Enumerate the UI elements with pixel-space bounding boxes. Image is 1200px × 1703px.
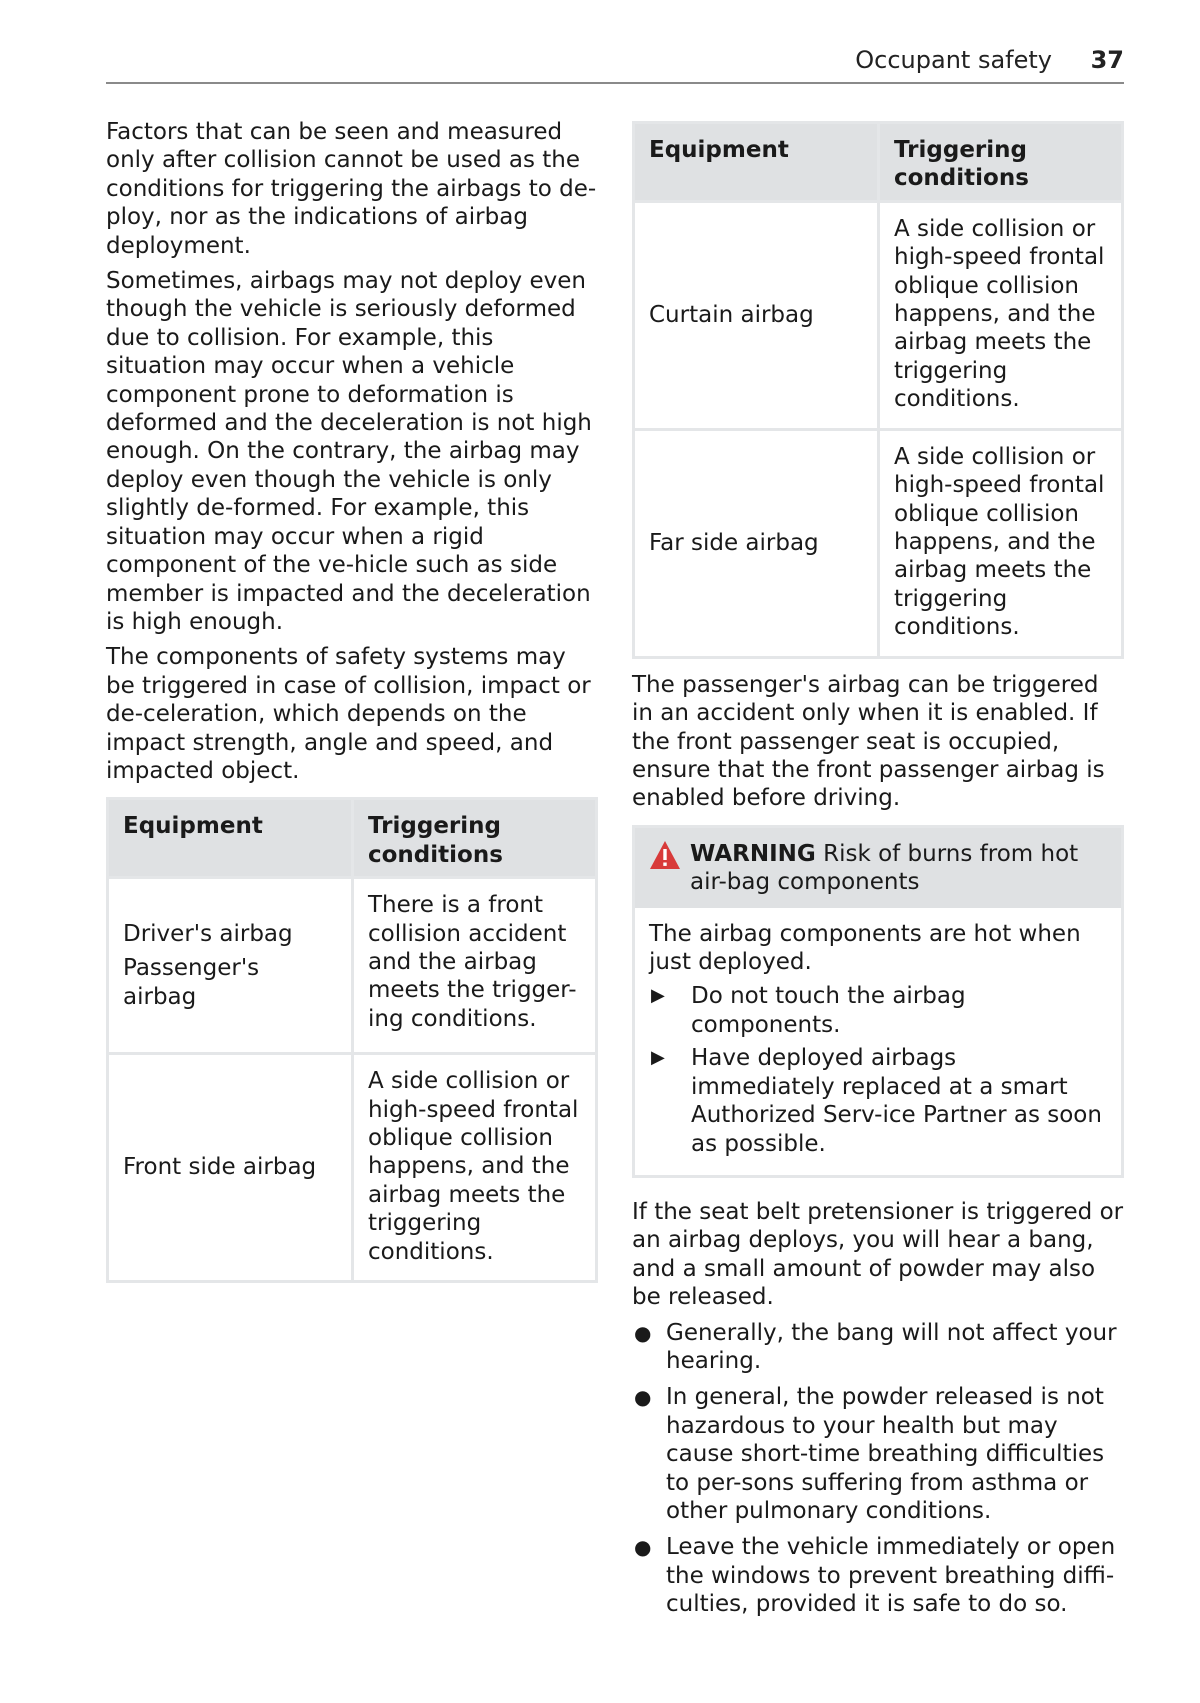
page-number: 37 (1090, 46, 1124, 74)
equipment-name: Passenger's airbag (123, 955, 260, 1010)
arrow-icon: ▶ (651, 985, 665, 1007)
conditions-cell: A side collision or high-speed frontal oblique collision happens, and the airbag meets the triggering conditions. (879, 201, 1123, 429)
page-header (106, 44, 1124, 84)
list-item (649, 1044, 1107, 1158)
warning-body-text: The airbag components are hot when just deployed. (649, 920, 1081, 976)
bullet-icon: ● (634, 1535, 652, 1560)
list-item (632, 1533, 1124, 1618)
table-row (108, 1054, 597, 1282)
conditions-cell: There is a front collision accident and the airbag meets the trigger-ing conditions. (353, 878, 597, 1054)
passenger-airbag-note: The passenger's airbag can be triggered in an accident only when it is enabled. If the front passenger seat is occupied, ensure that the front passenger airbag is enabled before driving. (632, 671, 1105, 812)
equipment-header: Equipment (108, 799, 353, 878)
paragraph: The components of safety systems may be triggered in case of collision, impact or de-celeration, which depends on the impact strength, angle and speed, and impacted object. (106, 644, 591, 784)
warning-title (690, 840, 1107, 897)
conditions-cell: A side collision or high-speed frontal oblique collision happens, and the airbag meets the triggering conditions. (879, 429, 1123, 657)
warning-title-text: Risk of burns from hot air-bag components (690, 840, 1079, 896)
bullet-icon: ● (634, 1385, 652, 1410)
equipment-cell (108, 878, 353, 1054)
equipment-table (632, 121, 1124, 659)
table-row (108, 878, 597, 1054)
paragraph: Factors that can be seen and measured only after collision cannot be used as the conditions for triggering the airbags to de-ploy, nor as the indications of airbag deployment. (106, 119, 597, 259)
bullet-text: Leave the vehicle immediately or open the windows to prevent breathing diffi-culties, provided it is safe to do so. (666, 1534, 1116, 1618)
bullet-icon: ● (634, 1320, 652, 1345)
conditions-header: Triggering conditions (353, 799, 597, 878)
list-item (649, 982, 1107, 1039)
equipment-name: Driver's airbag (123, 921, 293, 948)
paragraph: Sometimes, airbags may not deploy even though the vehicle is seriously deformed due to collision. For example, this situation may occur when a vehicle component prone to deformation is deformed and the deceleration is not high enough. On the contrary, the airbag may deploy even though the vehicle is only slightly de-formed. For example, this situation may occur when a rigid component of the ve-hicle such as side member is impacted and the deceleration is high enough. (106, 268, 592, 635)
equipment-table (106, 797, 598, 1283)
list-item (632, 1383, 1124, 1525)
warning-triangle-icon (649, 840, 681, 870)
right-column (632, 121, 1124, 1627)
warning-header (635, 828, 1121, 908)
table-row (634, 201, 1123, 429)
left-column (106, 118, 598, 1283)
action-text: Have deployed airbags immediately replaced at a smart Authorized Serv-ice Partner as soon as possible. (691, 1045, 1102, 1157)
warning-box (632, 825, 1124, 1178)
bullet-text: In general, the powder released is not hazardous to your health but may cause short-time breathing difficulties to per-sons suffering from asthma or other pulmonary conditions. (666, 1384, 1105, 1524)
conditions-cell: A side collision or high-speed frontal oblique collision happens, and the airbag meets the triggering conditions. (353, 1054, 597, 1282)
table-header-row (634, 123, 1123, 202)
warning-label: WARNING (690, 840, 816, 867)
section-title: Occupant safety (855, 46, 1052, 74)
equipment-cell: Curtain airbag (634, 201, 879, 429)
conditions-header: Triggering conditions (879, 123, 1123, 202)
equipment-cell: Far side airbag (634, 429, 879, 657)
list-item (632, 1319, 1124, 1376)
warning-body (635, 908, 1121, 1175)
pretensioner-paragraph: If the seat belt pretensioner is triggered or an airbag deploys, you will hear a bang, and a small amount of powder may also be released. (632, 1198, 1124, 1311)
action-text: Do not touch the airbag components. (691, 983, 966, 1038)
equipment-header: Equipment (634, 123, 879, 202)
arrow-icon: ▶ (651, 1047, 665, 1069)
table-row (634, 429, 1123, 657)
bullet-text: Generally, the bang will not affect your hearing. (666, 1319, 1117, 1374)
equipment-cell: Front side airbag (108, 1054, 353, 1282)
table-header-row (108, 799, 597, 878)
